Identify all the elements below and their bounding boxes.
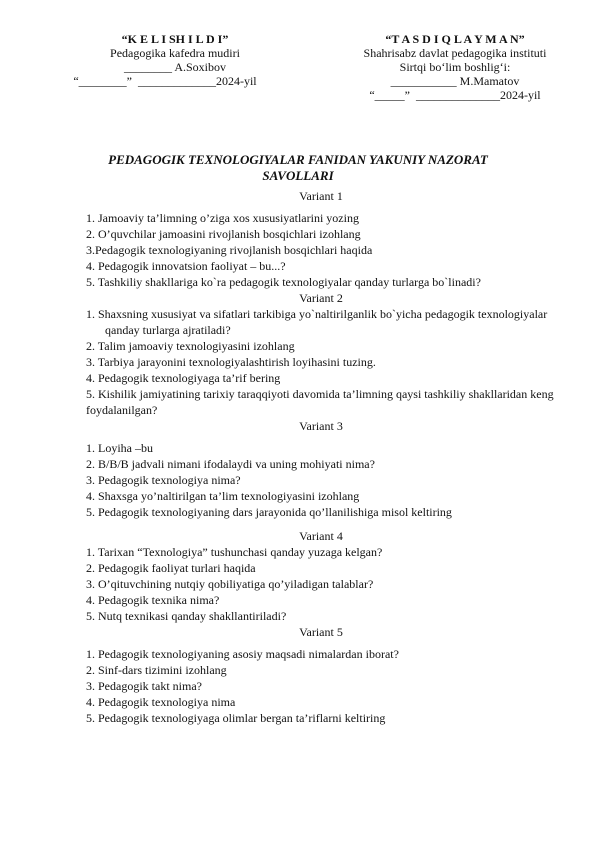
question-item: 5. Nutq texnikasi qanday shakllantiriladi?: [86, 609, 287, 623]
approval-date: “_____” ______________2024-yil: [369, 88, 541, 102]
question-item: 5. Kishilik jamiyatining tarixiy taraqqiyoti davomida ta’limning qaysi tashkiliy shakllaridan keng foydalanilgan?: [86, 387, 554, 417]
document-title-line: SAVOLLARI: [262, 168, 334, 183]
question-item: 3. Tarbiya jarayonini texnologiyalashtirish loyihasini tuzing.: [86, 355, 376, 369]
variant-title: Variant 4: [299, 529, 343, 543]
document-title-line: PEDAGOGIK TEXNOLOGIYALAR FANIDAN YAKUNIY NAZORAT: [108, 152, 488, 167]
question-list: [86, 544, 556, 624]
question-item: 2. Sinf-dars tizimini izohlang: [86, 663, 227, 677]
question-item: 2. B/B/B jadvali nimani ifodalaydi va uning mohiyati nima?: [86, 457, 375, 471]
variant-title: Variant 2: [299, 291, 343, 305]
approval-position: Pedagogika kafedra mudiri: [110, 46, 240, 60]
question-item: 2. O’quvchilar jamoasini rivojlanish bosqichlari izohlang: [86, 227, 361, 241]
question-item: 3.Pedagogik texnologiyaning rivojlanish bosqichlari haqida: [86, 243, 373, 257]
question-item: 1. Shaxsning xususiyat va sifatlari tarkibiga yo`naltirilganlik bo`yicha pedagogik texnologiyalar qanday turlarga ajratiladi?: [86, 307, 548, 337]
question-list: [86, 210, 556, 290]
question-item: 5. Tashkiliy shakllariga ko`ra pedagogik texnologiyalar qanday turlarga bo`linadi?: [86, 275, 481, 289]
question-item: 1. Loyiha –bu: [86, 441, 153, 455]
approval-date: “________” _____________2024-yil: [73, 74, 257, 88]
approval-signature: ___________ M.Mamatov: [390, 74, 520, 88]
variant-title: Variant 5: [299, 625, 343, 639]
variant-title: Variant 3: [299, 419, 343, 433]
question-item: 4. Pedagogik innovatsion faoliyat – bu...?: [86, 259, 286, 273]
approval-institution: Shahrisabz davlat pedagogika instituti: [363, 46, 547, 60]
question-list: [86, 440, 556, 520]
approval-block-left: [60, 32, 290, 88]
variant-title: Variant 1: [299, 189, 343, 203]
question-item: 4. Pedagogik texnologiya nima: [86, 695, 236, 709]
question-item: 4. Pedagogik texnika nima?: [86, 593, 220, 607]
question-item: 2. Talim jamoaviy texnologiyasini izohlang: [86, 339, 295, 353]
question-item: 4. Shaxsga yo’naltirilgan ta’lim texnologiyasini izohlang: [86, 489, 360, 503]
document-title: [70, 152, 526, 184]
question-item: 3. Pedagogik texnologiya nima?: [86, 473, 241, 487]
approval-position: Sirtqi bo‘lim boshlig‘i:: [399, 60, 511, 74]
questions-content: [86, 188, 556, 726]
question-item: 1. Jamoaviy ta’limning o’ziga xos xususiyatlarini yozing: [86, 211, 359, 225]
approval-title: “T A S D I Q L A Y M A N”: [385, 32, 525, 46]
question-item: 2. Pedagogik faoliyat turlari haqida: [86, 561, 256, 575]
question-item: 5. Pedagogik texnologiyaning dars jarayonida qo’llanilishiga misol keltiring: [86, 505, 452, 519]
question-item: 5. Pedagogik texnologiyaga olimlar bergan ta’riflarni keltiring: [86, 711, 386, 725]
question-item: 3. Pedagogik takt nima?: [86, 679, 202, 693]
approval-signature: ________ A.Soxibov: [123, 60, 226, 74]
question-list: [86, 306, 556, 418]
question-item: 1. Tarixan “Texnologiya” tushunchasi qanday yuzaga kelgan?: [86, 545, 383, 559]
approval-title: “K E L I SH I L D I”: [121, 32, 229, 46]
question-item: 4. Pedagogik texnologiyaga ta’rif bering: [86, 371, 281, 385]
question-item: 3. O’qituvchining nutqiy qobiliyatiga qo’yiladigan talablar?: [86, 577, 374, 591]
question-list: [86, 646, 556, 726]
approval-block-right: [330, 32, 580, 102]
question-item: 1. Pedagogik texnologiyaning asosiy maqsadi nimalardan iborat?: [86, 647, 399, 661]
